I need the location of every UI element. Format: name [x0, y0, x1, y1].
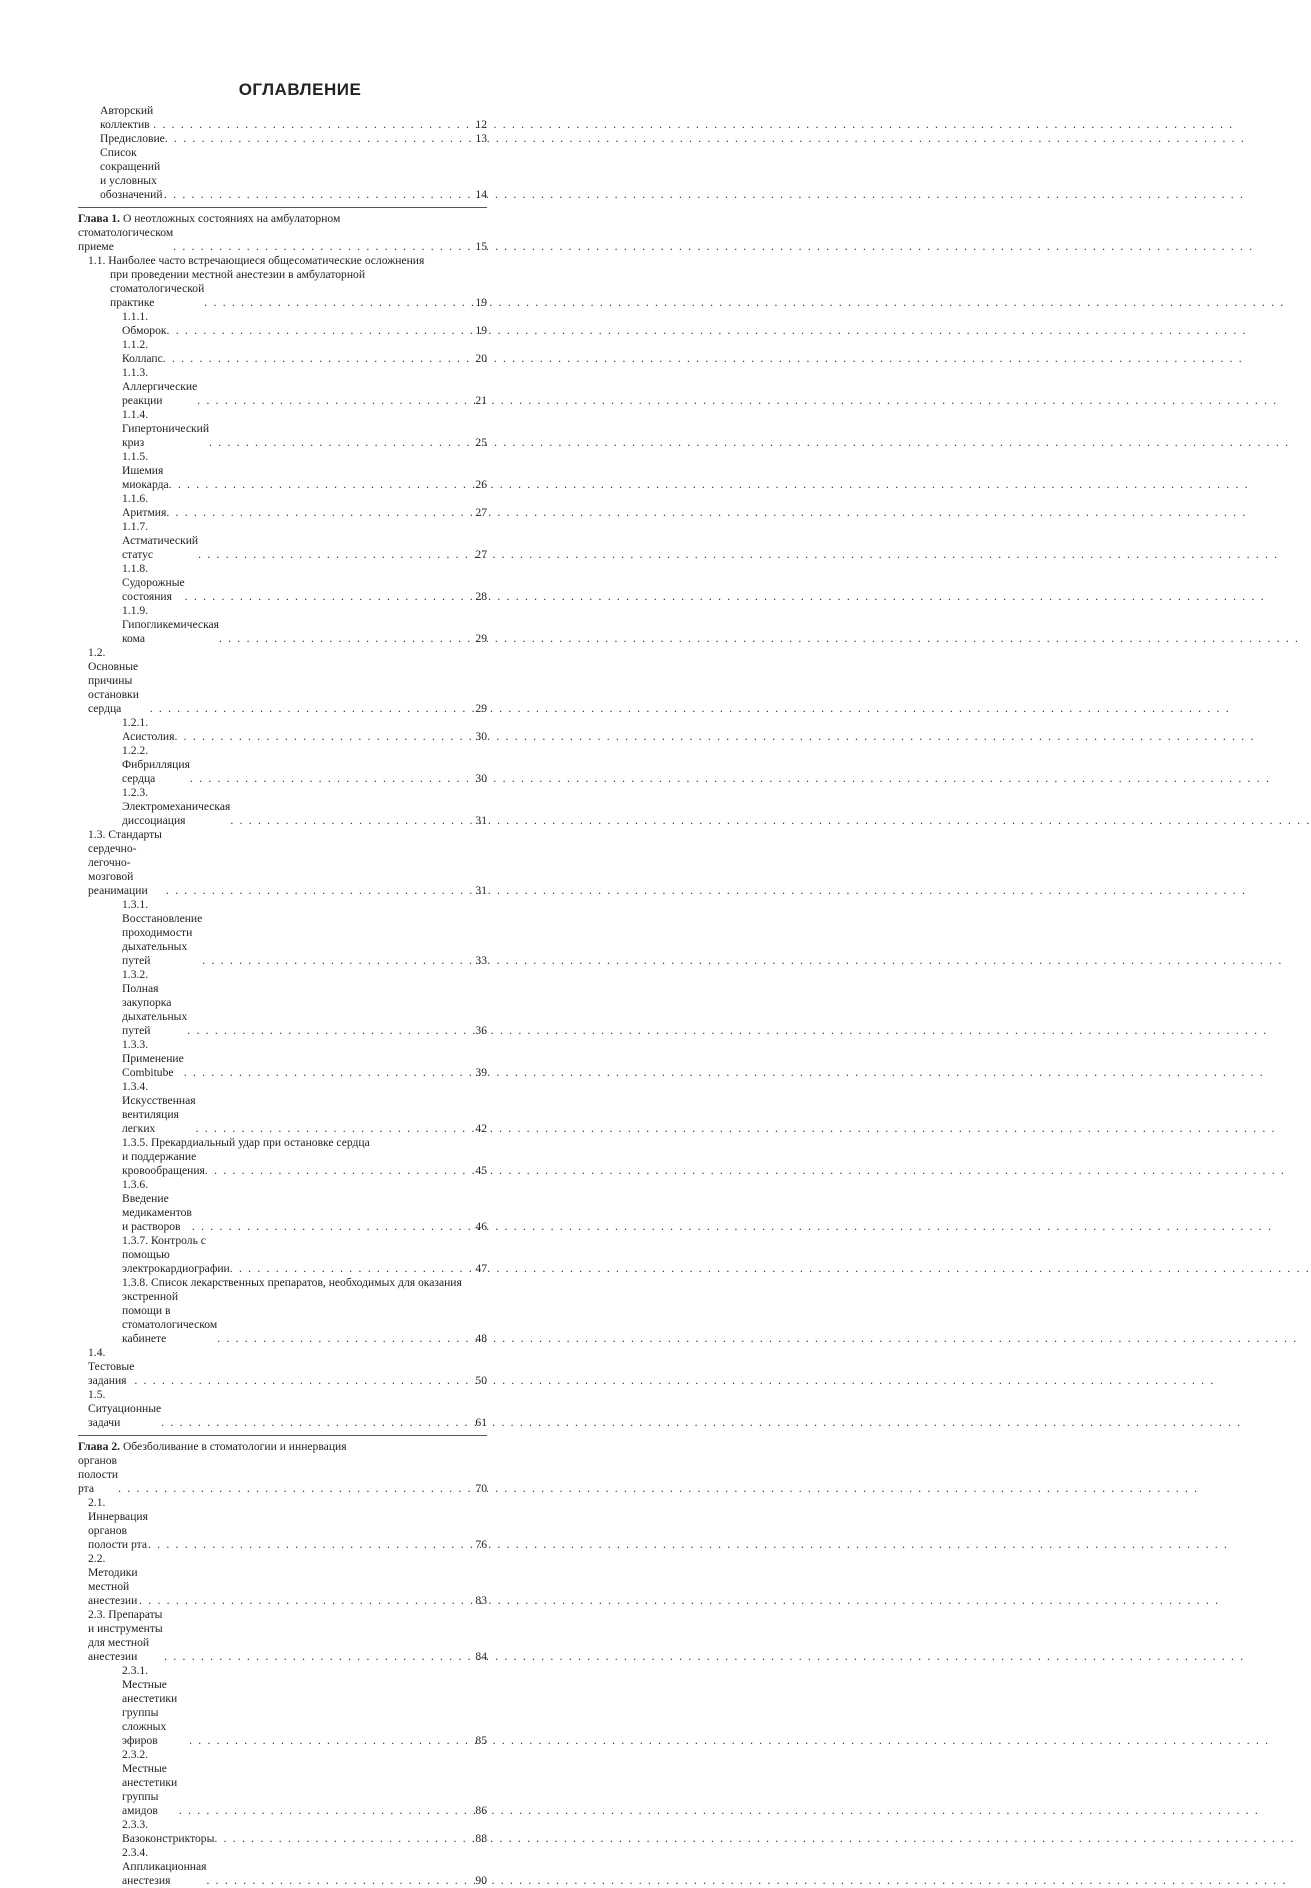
toc-entry[interactable]: 1.5. Ситуационные задачи . . . 61 [78, 1388, 487, 1430]
leader-dots [118, 1482, 471, 1496]
page-number: 29 [475, 632, 487, 645]
page-number: 13 [475, 132, 487, 145]
toc-entry[interactable]: 1.3.8. Список лекарственных препаратов, необходимых для оказания [122, 1276, 462, 1289]
leader-dots [173, 240, 471, 254]
page-number: 50 [475, 1374, 487, 1387]
toc-entry[interactable]: 1.1. Наиболее часто встречающиеся общесоматические осложнения [88, 254, 425, 267]
page-number: 36 [475, 1024, 487, 1037]
toc-entry[interactable]: 1.2.3. Электромеханическая диссоциация . . . 31 [78, 786, 487, 828]
page-number: 30 [475, 730, 487, 743]
toc-entry[interactable]: 2.3.4. Аппликационная анестезия . . . 90 [78, 1846, 487, 1888]
page-number: 76 [475, 1538, 487, 1551]
toc-entry[interactable]: 1.2.2. Фибрилляция сердца . . . 30 [78, 744, 487, 786]
table-of-contents [78, 104, 487, 1888]
page-number: 61 [475, 1416, 487, 1429]
leader-dots [164, 188, 471, 202]
chapter-label: Глава 1. [78, 212, 121, 225]
toc-entry[interactable]: 1.3. Стандарты сердечно-легочно-мозговой реанимации . . . 31 [78, 828, 487, 898]
toc-entry[interactable]: Список сокращений и условных обозначений . . . 14 [78, 146, 487, 202]
toc-entry[interactable]: 1.3.7. Контроль с помощью электрокардиографии . . . 47 [78, 1234, 487, 1276]
page-number: 19 [475, 324, 487, 337]
toc-entry[interactable]: 2.3.1. Местные анестетики группы сложных эфиров . . . 85 [78, 1664, 487, 1748]
toc-entry[interactable]: 1.1.3. Аллергические реакции . . . 21 [78, 366, 487, 408]
divider [78, 207, 487, 208]
toc-entry-cont[interactable]: при проведении местной анестезии в амбулаторной [110, 268, 366, 281]
toc-entry[interactable]: 1.1.9. Гипогликемическая кома . . . 29 [78, 604, 487, 646]
page-number: 30 [475, 772, 487, 785]
page-number: 12 [475, 118, 487, 131]
page-number: 26 [475, 478, 487, 491]
toc-entry-cont[interactable]: и поддержание кровообращения . . . 45 [78, 1150, 487, 1178]
toc-entry[interactable]: 1.1.6. Аритмия . . . 27 [78, 492, 487, 520]
toc-page [0, 0, 600, 1887]
leader-dots [204, 296, 471, 310]
toc-entry[interactable]: 1.2. Основные причины остановки сердца . . . 29 [78, 646, 487, 716]
divider [78, 1435, 487, 1436]
chapter-heading[interactable]: Глава 2. Обезболивание в стоматологии и иннервация [78, 1440, 347, 1453]
page-number: 19 [475, 296, 487, 309]
page-number: 39 [475, 1066, 487, 1079]
toc-entry[interactable]: 2.2. Методики местной анестезии . . . 83 [78, 1552, 487, 1608]
chapter-label: Глава 2. [78, 1440, 121, 1453]
page-number: 27 [475, 506, 487, 519]
page-number: 47 [475, 1262, 487, 1275]
page-number: 31 [475, 884, 487, 897]
page-number: 29 [475, 702, 487, 715]
toc-entry[interactable]: 2.1. Иннервация органов полости рта . . . 76 [78, 1496, 487, 1552]
page-number: 20 [475, 352, 487, 365]
leader-dots [153, 118, 471, 132]
toc-entry[interactable]: 1.1.5. Ишемия миокарда . . . 26 [78, 450, 487, 492]
toc-entry[interactable]: 2.3.2. Местные анестетики группы амидов . . . 86 [78, 1748, 487, 1818]
page-number: 46 [475, 1220, 487, 1233]
page-number: 88 [475, 1832, 487, 1845]
toc-entry[interactable]: 1.3.3. Применение Combitube . . . 39 [78, 1038, 487, 1080]
page-number: 70 [475, 1482, 487, 1495]
page-number: 28 [475, 590, 487, 603]
toc-entry[interactable]: 2.3.3. Вазоконстрикторы . . . 88 [78, 1818, 487, 1846]
page-number: 14 [475, 188, 487, 201]
toc-entry-cont[interactable]: экстренной помощи в стоматологическом кабинете . . . 48 [78, 1290, 487, 1346]
page-number: 31 [475, 814, 487, 827]
toc-entry[interactable]: 1.2.1. Асистолия . . . 30 [78, 716, 487, 744]
toc-entry[interactable]: 1.1.2. Коллапс . . . 20 [78, 338, 487, 366]
page-title: ОГЛАВЛЕНИЕ [238, 80, 362, 99]
chapter-2 [78, 1440, 487, 1888]
leader-dots [165, 132, 471, 146]
chapter-heading-cont[interactable]: органов полости рта . . . 70 [78, 1454, 487, 1496]
toc-entry[interactable]: 1.4. Тестовые задания . . . 50 [78, 1346, 487, 1388]
toc-entry[interactable]: 2.3. Препараты и инструменты для местной анестезии . . . 84 [78, 1608, 487, 1664]
toc-entry[interactable]: 1.3.5. Прекардиальный удар при остановке сердца [122, 1136, 370, 1149]
page-number: 48 [475, 1332, 487, 1345]
chapter-heading-cont[interactable]: стоматологическом приеме . . . 15 [78, 226, 487, 254]
front-matter [78, 104, 487, 202]
page-number: 84 [475, 1650, 487, 1663]
toc-entry[interactable]: 1.3.4. Искусственная вентиляция легких . . . 42 [78, 1080, 487, 1136]
page-number: 27 [475, 548, 487, 561]
page-number: 42 [475, 1122, 487, 1135]
page-number: 25 [475, 436, 487, 449]
toc-entry[interactable]: 1.3.6. Введение медикаментов и растворов . . . 46 [78, 1178, 487, 1234]
toc-entry[interactable]: 1.3.1. Восстановление проходимости дыхательных путей . . . 33 [78, 898, 487, 968]
toc-entry[interactable]: Авторский коллектив . . . 12 [78, 104, 487, 132]
toc-entry[interactable]: 1.1.7. Астматический статус . . . 27 [78, 520, 487, 562]
chapter-heading[interactable]: Глава 1. О неотложных состояниях на амбулаторном [78, 212, 341, 225]
toc-entry[interactable]: 1.1.1. Обморок . . . 19 [78, 310, 487, 338]
toc-entry[interactable]: Предисловие . . . 13 [78, 132, 487, 146]
toc-entry[interactable]: 1.1.4. Гипертонический криз . . . 25 [78, 408, 487, 450]
page-number: 83 [475, 1594, 487, 1607]
page-number: 15 [475, 240, 487, 253]
page-number: 21 [475, 394, 487, 407]
page-number: 90 [475, 1874, 487, 1887]
toc-entry[interactable]: 1.3.2. Полная закупорка дыхательных путей . . . 36 [78, 968, 487, 1038]
page-number: 45 [475, 1164, 487, 1177]
page-number: 33 [475, 954, 487, 967]
toc-entry-cont[interactable]: стоматологической практике . . . 19 [78, 282, 487, 310]
toc-entry[interactable]: 1.1.8. Судорожные состояния . . . 28 [78, 562, 487, 604]
page-number: 86 [475, 1804, 487, 1817]
chapter-1 [78, 212, 487, 1430]
page-number: 85 [475, 1734, 487, 1747]
